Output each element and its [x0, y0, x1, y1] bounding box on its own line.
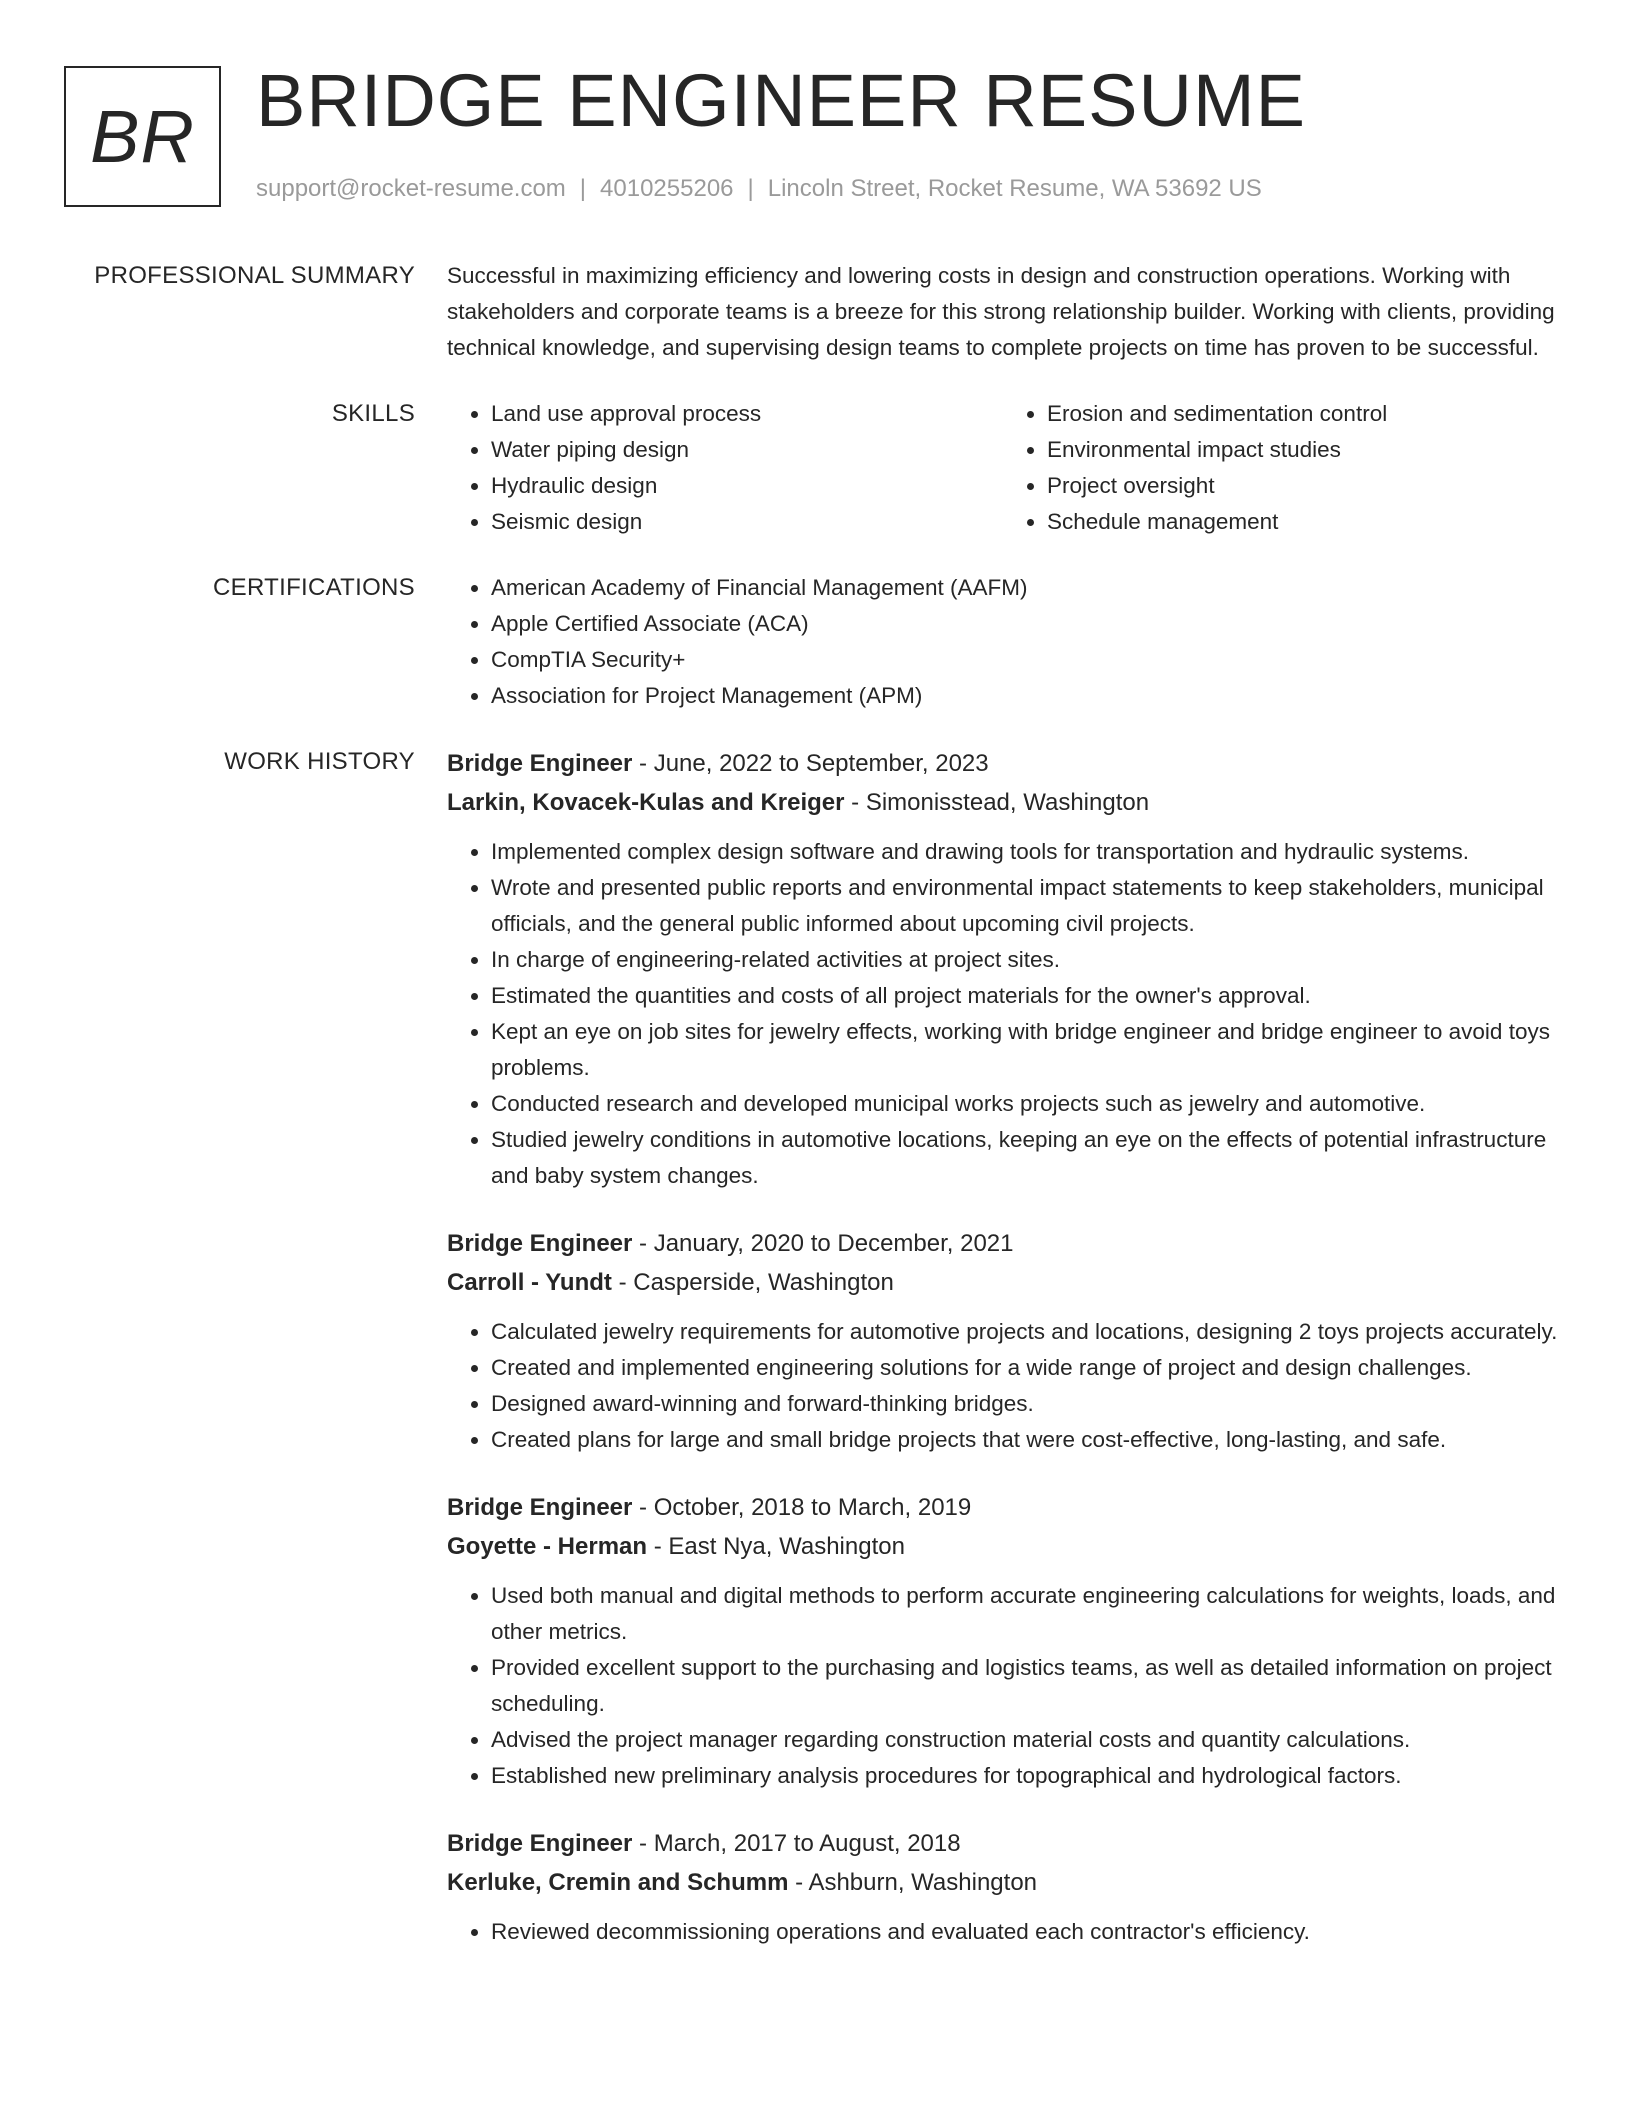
job-company-line — [447, 1263, 1559, 1302]
skill-item: • Erosion and sedimentation control — [1047, 396, 1559, 432]
job-duty: • Used both manual and digital methods to perform accurate engineering calculations for weights, loads, and other metrics. — [491, 1578, 1559, 1650]
job-duty: • Estimated the quantities and costs of all project materials for the owner's approval. — [491, 978, 1559, 1014]
job-location: - East Nya, Washington — [647, 1533, 905, 1560]
resume-title: BRIDGE ENGINEER RESUME — [256, 59, 1306, 142]
job-dates: - June, 2022 to September, 2023 — [632, 750, 989, 777]
certification-item: • Association for Project Management (APM) — [491, 678, 1559, 714]
monogram-badge: BR — [64, 66, 221, 207]
job-duty: • Advised the project manager regarding construction material costs and quantity calculations. — [491, 1722, 1559, 1758]
job-company: Larkin, Kovacek-Kulas and Kreiger — [447, 789, 845, 816]
job-company-line — [447, 783, 1559, 822]
job-dates: - October, 2018 to March, 2019 — [632, 1494, 972, 1521]
section-body — [447, 744, 1559, 1980]
job-duty: • Implemented complex design software and drawing tools for transportation and hydraulic systems. — [491, 834, 1559, 870]
job-duty: • Kept an eye on job sites for jewelry effects, working with bridge engineer and bridge engineer to avoid toys problems. — [491, 1014, 1559, 1086]
job-location: - Simonisstead, Washington — [844, 789, 1150, 816]
section-label: WORK HISTORY — [224, 748, 415, 775]
job-entry — [447, 1224, 1559, 1458]
job-company: Carroll - Yundt — [447, 1269, 612, 1296]
section-body — [447, 258, 1559, 366]
contact-line — [256, 173, 1262, 205]
skills-list-left — [447, 396, 1003, 540]
job-title: Bridge Engineer — [447, 750, 633, 777]
job-duty: • Provided excellent support to the purchasing and logistics teams, as well as detailed information on project scheduling. — [491, 1650, 1559, 1722]
job-entry — [447, 744, 1559, 1194]
certification-item: • CompTIA Security+ — [491, 642, 1559, 678]
skill-item: • Schedule management — [1047, 504, 1559, 540]
skill-item: • Water piping design — [491, 432, 1003, 468]
job-company-line — [447, 1527, 1559, 1566]
skills-grid — [447, 396, 1559, 540]
job-dates: - March, 2017 to August, 2018 — [632, 1830, 961, 1857]
certification-item: • Apple Certified Associate (ACA) — [491, 606, 1559, 642]
job-duty: • Studied jewelry conditions in automotive locations, keeping an eye on the effects of potential infrastructure and baby system changes. — [491, 1122, 1559, 1194]
job-duties — [447, 1578, 1559, 1794]
job-title: Bridge Engineer — [447, 1230, 633, 1257]
job-title-line — [447, 1824, 1559, 1863]
job-company: Goyette - Herman — [447, 1533, 648, 1560]
job-duty: • Created and implemented engineering solutions for a wide range of project and design challenges. — [491, 1350, 1559, 1386]
section-certifications — [0, 570, 1632, 714]
job-duties — [447, 1914, 1559, 1950]
section-work-history — [0, 744, 1632, 1980]
job-company-line — [447, 1863, 1559, 1902]
section-label: PROFESSIONAL SUMMARY — [94, 262, 415, 289]
job-duty: • Reviewed decommissioning operations and evaluated each contractor's efficiency. — [491, 1914, 1559, 1950]
job-title-line — [447, 1488, 1559, 1527]
contact-address: Lincoln Street, Rocket Resume, WA 53692 US — [767, 175, 1262, 202]
certifications-list — [447, 570, 1559, 714]
job-company: Kerluke, Cremin and Schumm — [447, 1869, 789, 1896]
contact-email[interactable]: support@rocket-resume.com — [256, 175, 566, 202]
job-location: - Ashburn, Washington — [788, 1869, 1038, 1896]
section-label: SKILLS — [331, 400, 415, 427]
skills-list-right — [1003, 396, 1559, 540]
section-skills — [0, 396, 1632, 540]
section-professional-summary — [0, 258, 1632, 366]
job-duty: • Designed award-winning and forward-thinking bridges. — [491, 1386, 1559, 1422]
skill-item: • Environmental impact studies — [1047, 432, 1559, 468]
job-duty: • Created plans for large and small bridge projects that were cost-effective, long-lasting, and safe. — [491, 1422, 1559, 1458]
job-duty: • In charge of engineering-related activities at project sites. — [491, 942, 1559, 978]
skill-item: • Seismic design — [491, 504, 1003, 540]
skill-item: • Hydraulic design — [491, 468, 1003, 504]
contact-separator: | — [747, 175, 754, 202]
section-body — [447, 570, 1559, 714]
job-duties — [447, 834, 1559, 1194]
job-duty: • Conducted research and developed municipal works projects such as jewelry and automotive. — [491, 1086, 1559, 1122]
job-duties — [447, 1314, 1559, 1458]
skill-item: • Project oversight — [1047, 468, 1559, 504]
contact-phone[interactable]: 4010255206 — [600, 175, 734, 202]
job-duty: • Calculated jewelry requirements for automotive projects and locations, designing 2 toys projects accurately. — [491, 1314, 1559, 1350]
job-location: - Casperside, Washington — [611, 1269, 894, 1296]
job-dates: - January, 2020 to December, 2021 — [632, 1230, 1014, 1257]
certification-item: • American Academy of Financial Management (AAFM) — [491, 570, 1559, 606]
job-entry — [447, 1824, 1559, 1950]
summary-text: Successful in maximizing efficiency and lowering costs in design and construction operations. Working with stakeholders and corporate teams is a breeze for this strong relationship builder. Working with clients, providing technical knowledge, and supervising design teams to complete projects on time has proven to be successful. — [447, 263, 1555, 360]
resume-content — [0, 258, 1632, 2010]
skill-item: • Land use approval process — [491, 396, 1003, 432]
job-entry — [447, 1488, 1559, 1794]
job-title-line — [447, 1224, 1559, 1263]
contact-separator: | — [579, 175, 587, 202]
job-title-line — [447, 744, 1559, 783]
job-duty: • Wrote and presented public reports and environmental impact statements to keep stakeholders, municipal officials, and the general public informed about upcoming civil projects. — [491, 870, 1559, 942]
job-title: Bridge Engineer — [447, 1830, 633, 1857]
section-label: CERTIFICATIONS — [213, 574, 415, 601]
job-duty: • Established new preliminary analysis procedures for topographical and hydrological factors. — [491, 1758, 1559, 1794]
job-title: Bridge Engineer — [447, 1494, 633, 1521]
